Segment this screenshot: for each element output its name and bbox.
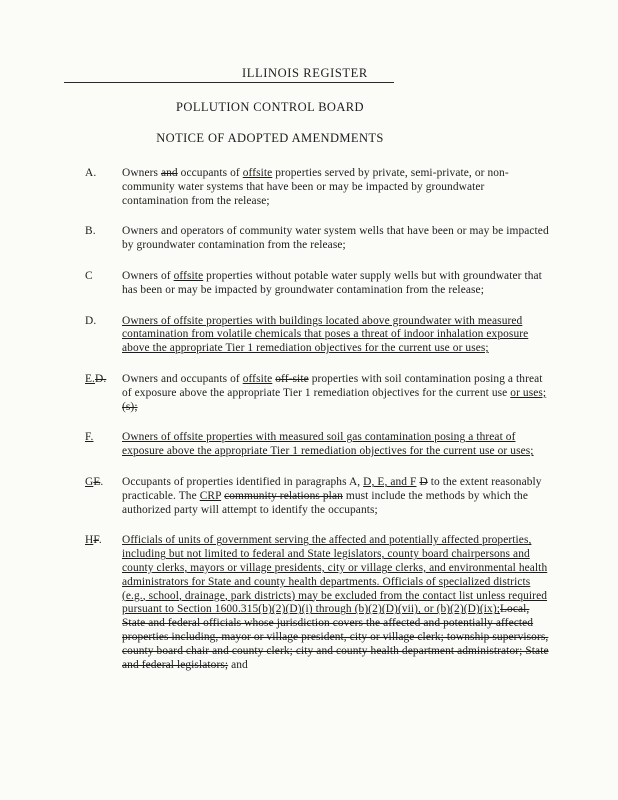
- text-segment: D.: [85, 314, 97, 327]
- paragraph: [85, 225, 558, 253]
- paragraph: [85, 534, 558, 672]
- text-segment: Occupants of properties identified in paragraphs A,: [122, 475, 364, 488]
- text-segment: community relations plan: [224, 489, 343, 502]
- text-segment: properties with soil contamination posing a threat of exposure above the appropriate Tier 1 remediation objectives for the current use: [122, 372, 543, 399]
- paragraph-body: [122, 167, 550, 208]
- text-segment: off-site: [275, 372, 309, 385]
- paragraph: [85, 167, 558, 208]
- text-segment: D, E, and F: [363, 475, 417, 488]
- paragraph-label: [85, 270, 122, 298]
- paragraph-body: [122, 431, 550, 459]
- paragraph-label: [85, 167, 122, 208]
- paragraph-label: [85, 373, 122, 414]
- text-segment: Owners of offsite properties with measured soil gas contamination posing a threat of exposure above the appropriate Tier 1 remediation objectives for the current use or uses;: [122, 431, 534, 458]
- text-segment: and: [160, 167, 178, 179]
- paragraph-label: [85, 431, 122, 459]
- notice-title: NOTICE OF ADOPTED AMENDMENTS: [156, 131, 384, 145]
- text-segment: must include the methods by which the authorized party will attempt to identify the occupants;: [122, 489, 528, 516]
- text-segment: A.: [85, 167, 97, 179]
- paragraph: [85, 315, 558, 356]
- text-segment: G: [85, 475, 94, 488]
- text-segment: B.: [85, 225, 96, 238]
- text-segment: D.: [95, 372, 107, 385]
- paragraph: [85, 373, 558, 414]
- text-segment: E.: [85, 372, 96, 385]
- text-segment: H: [85, 534, 94, 547]
- paragraph-label: [85, 476, 122, 517]
- board-title: POLLUTION CONTROL BOARD: [176, 100, 364, 114]
- text-segment: Local, State and federal officials whose jurisdiction covers the affected and potentially affected properties including, mayor or village president, city or village clerk; township supervisors, county board chair and county clerk; city and county health department administrator; State and federal legislators;: [122, 603, 549, 671]
- paragraph-list: [0, 167, 618, 672]
- paragraph-body: [122, 315, 550, 356]
- header-rule: [64, 68, 232, 83]
- text-segment: Owners of offsite properties with buildings located above groundwater with measured contamination from volatile chemicals that poses a threat of indoor inhalation exposure above the appropriate Tier 1 remediation objectives for the current use or uses;: [122, 314, 529, 355]
- text-segment: Officials of units of government serving the affected and potentially affected properties, including but not limited to federal and State legislators, county board chairpersons and county clerks, mayors or village presidents, city or village clerks, and environmental health administrators for State and county health departments. Officials of specialized districts (e.g., school, drainage, park districts) may be excluded from the contact list unless required pursuant to Section 1600.315(b)(2)(D)(i) through (b)(2)(D)(vii), or (b)(2)(D)(ix);: [122, 534, 548, 616]
- text-segment: Owners of: [122, 269, 174, 282]
- text-segment: to the extent reasonably practicable. The: [122, 475, 542, 502]
- text-segment: F.: [85, 431, 94, 444]
- register-header: [0, 0, 618, 83]
- paragraph-body: [122, 373, 550, 414]
- text-segment: F: [93, 534, 99, 547]
- text-segment: offsite: [242, 372, 273, 385]
- text-segment: .: [98, 534, 102, 547]
- text-segment: Owners: [122, 167, 161, 179]
- text-segment: (s);: [122, 400, 138, 413]
- text-segment: properties served by private, semi-private, or non-community water systems that have been or may be impacted by groundwater contamination from the release;: [122, 167, 509, 207]
- text-segment: D: [419, 475, 428, 488]
- paragraph-label: [85, 315, 122, 356]
- paragraph-body: [122, 270, 550, 298]
- paragraph-label: [85, 534, 122, 672]
- text-segment: offsite: [242, 167, 273, 179]
- text-segment: Owners and operators of community water system wells that have been or may be impacted by groundwater contamination from the release;: [122, 225, 549, 252]
- text-segment: or uses;: [510, 386, 547, 399]
- text-segment: occupants of: [177, 167, 243, 179]
- text-segment: and: [228, 658, 248, 671]
- paragraph-body: [122, 476, 550, 517]
- text-segment: offsite: [173, 269, 204, 282]
- text-segment: properties without potable water supply wells but with groundwater that has been or may be impacted by groundwater contamination from the release;: [122, 269, 542, 296]
- text-segment: E: [93, 475, 101, 488]
- text-segment: .: [100, 475, 104, 488]
- paragraph: [85, 270, 558, 298]
- text-segment: Owners and occupants of: [122, 372, 243, 385]
- paragraph-body: [122, 225, 550, 253]
- text-segment: CRP: [199, 489, 222, 502]
- paragraph-label: [85, 225, 122, 253]
- register-title: ILLINOIS REGISTER: [232, 66, 394, 83]
- paragraph: [85, 476, 558, 517]
- paragraph: [85, 431, 558, 459]
- text-segment: C: [85, 269, 93, 282]
- paragraph-body: [122, 534, 550, 672]
